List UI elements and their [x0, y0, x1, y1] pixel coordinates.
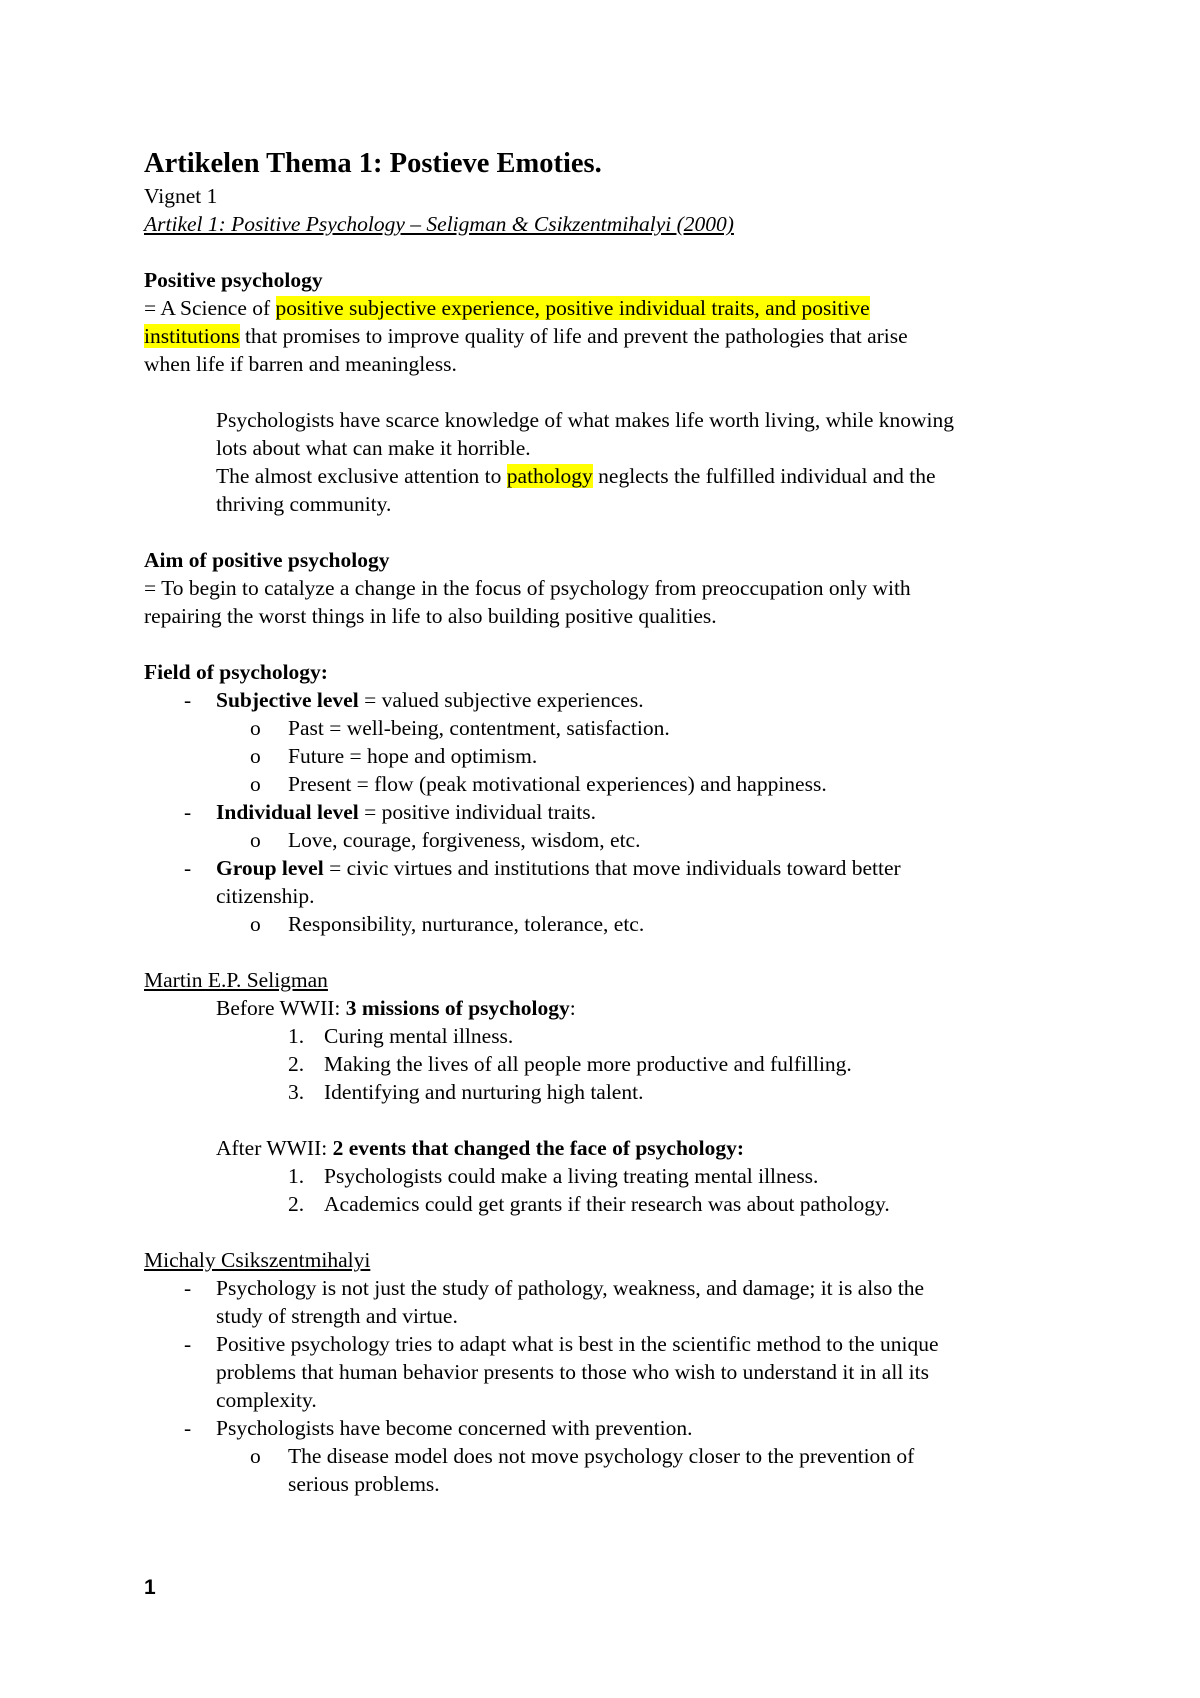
list-number: 1. [288, 1164, 305, 1188]
definition-line: = A Science of positive subjective experience, positive individual traits, and positive [144, 296, 870, 320]
circle-bullet: o [250, 1444, 261, 1468]
dash-bullet: - [184, 1416, 192, 1440]
highlighted-text: pathology [506, 464, 593, 488]
list-item: - Psychologists have become concerned with prevention. [184, 1416, 693, 1440]
paragraph-line: repairing the worst things in life to also building positive qualities. [144, 604, 717, 628]
list-item: o Love, courage, forgiveness, wisdom, etc. [250, 828, 641, 852]
list-item: o Future = hope and optimism. [250, 744, 538, 768]
page-number: 1 [144, 1576, 156, 1599]
dash-bullet: - [184, 800, 192, 824]
circle-bullet: o [250, 828, 261, 852]
list-item: o Responsibility, nurturance, tolerance, etc. [250, 912, 645, 936]
subheading-seligman: Martin E.P. Seligman [144, 968, 328, 992]
list-item: - Group level = civic virtues and institutions that move individuals toward better [184, 856, 901, 880]
list-item: - Psychology is not just the study of pathology, weakness, and damage; it is also the [184, 1276, 925, 1300]
list-item: o Past = well-being, contentment, satisfaction. [250, 716, 670, 740]
dash-bullet: - [184, 688, 192, 712]
list-item: o Present = flow (peak motivational experiences) and happiness. [250, 772, 827, 796]
page-title: Artikelen Thema 1: Postieve Emoties. [144, 148, 602, 179]
highlighted-text: positive subjective experience, positive individual traits, and positive [275, 296, 870, 320]
list-item-continuation: complexity. [216, 1388, 317, 1412]
article-reference: Artikel 1: Positive Psychology – Seligman & Csikzentmihalyi (2000) [144, 212, 734, 236]
list-number: 2. [288, 1052, 305, 1076]
list-item-continuation: problems that human behavior presents to those who wish to understand it in all its [216, 1360, 929, 1384]
paragraph-line: Psychologists have scarce knowledge of what makes life worth living, while knowing [216, 408, 955, 432]
dash-bullet: - [184, 856, 192, 880]
paragraph-line: After WWII: 2 events that changed the face of psychology: [216, 1136, 745, 1160]
vignet-label: Vignet 1 [144, 184, 218, 208]
definition-line: institutions that promises to improve quality of life and prevent the pathologies that arise [144, 324, 908, 348]
paragraph-line: Before WWII: 3 missions of psychology: [216, 996, 576, 1020]
list-item: - Individual level = positive individual traits. [184, 800, 597, 824]
list-item-continuation: citizenship. [216, 884, 315, 908]
circle-bullet: o [250, 912, 261, 936]
list-item-continuation: study of strength and virtue. [216, 1304, 458, 1328]
section-heading-positive-psychology: Positive psychology [144, 268, 323, 292]
dash-bullet: - [184, 1276, 192, 1300]
numbered-item: 1. Psychologists could make a living treating mental illness. [288, 1164, 819, 1188]
paragraph-line: thriving community. [216, 492, 392, 516]
numbered-item: 3. Identifying and nurturing high talent. [288, 1080, 644, 1104]
list-number: 2. [288, 1192, 305, 1216]
circle-bullet: o [250, 716, 261, 740]
numbered-item: 2. Academics could get grants if their research was about pathology. [288, 1192, 890, 1216]
circle-bullet: o [250, 744, 261, 768]
list-item: - Subjective level = valued subjective experiences. [184, 688, 644, 712]
numbered-item: 2. Making the lives of all people more productive and fulfilling. [288, 1052, 852, 1076]
subheading-csikszentmihalyi: Michaly Csikszentmihalyi [144, 1248, 371, 1272]
section-heading-aim: Aim of positive psychology [144, 548, 390, 572]
numbered-item: 1. Curing mental illness. [288, 1024, 514, 1048]
section-heading-field: Field of psychology: [144, 660, 328, 684]
list-number: 1. [288, 1024, 305, 1048]
list-item: o The disease model does not move psychology closer to the prevention of [250, 1444, 915, 1468]
circle-bullet: o [250, 772, 261, 796]
list-item: - Positive psychology tries to adapt what is best in the scientific method to the unique [184, 1332, 939, 1356]
paragraph-line: The almost exclusive attention to pathology neglects the fulfilled individual and the [216, 464, 936, 488]
highlighted-text: institutions [144, 324, 240, 348]
paragraph-line: = To begin to catalyze a change in the focus of psychology from preoccupation only with [144, 576, 911, 600]
document-body [144, 146, 1064, 1498]
definition-line: when life if barren and meaningless. [144, 352, 457, 376]
paragraph-line: lots about what can make it horrible. [216, 436, 531, 460]
list-item-continuation: serious problems. [288, 1472, 440, 1496]
dash-bullet: - [184, 1332, 192, 1356]
list-number: 3. [288, 1080, 305, 1104]
